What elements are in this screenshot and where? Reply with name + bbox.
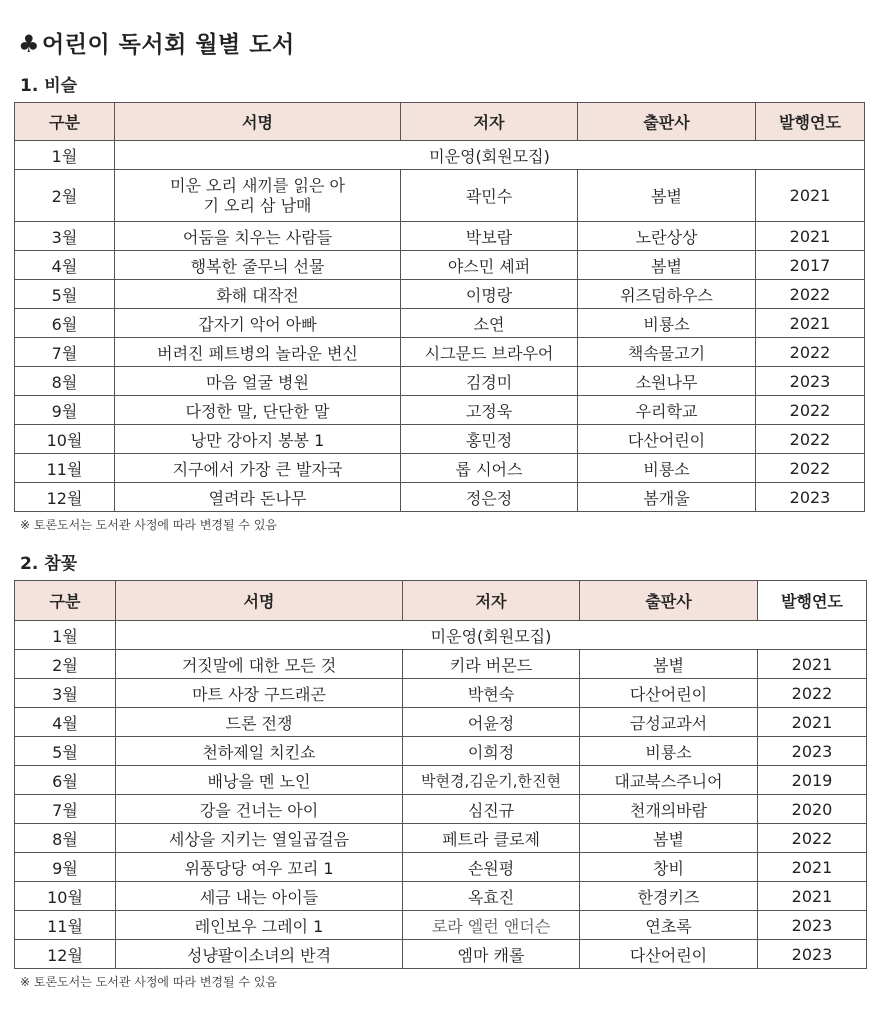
table-row (15, 222, 865, 251)
table-row (15, 911, 867, 940)
book-title-cell: 레인보우 그레이 1 (116, 911, 403, 940)
publisher-cell: 다산어린이 (580, 679, 758, 708)
table-row (15, 650, 867, 679)
book-title-cell: 드론 전쟁 (116, 708, 403, 737)
publisher-cell: 다산어린이 (578, 425, 756, 454)
header-category: 구분 (15, 581, 116, 621)
author-cell: 박현경,김운기,한진현 (403, 766, 580, 795)
book-title-cell: 성냥팔이소녀의 반격 (116, 940, 403, 969)
club-suit-icon: ♣ (18, 30, 41, 58)
month-cell: 5월 (15, 280, 115, 309)
book-title-cell: 낭만 강아지 봉봉 1 (115, 425, 401, 454)
book-title-cell: 어둠을 치우는 사람들 (115, 222, 401, 251)
book-title-cell: 열려라 돈나무 (115, 483, 401, 512)
month-cell: 8월 (15, 824, 116, 853)
book-title-cell: 위풍당당 여우 꼬리 1 (116, 853, 403, 882)
table-row (15, 737, 867, 766)
table-row (15, 309, 865, 338)
table-row (15, 679, 867, 708)
book-title-cell: 거짓말에 대한 모든 것 (116, 650, 403, 679)
table-row (15, 621, 867, 650)
month-cell: 6월 (15, 309, 115, 338)
year-cell: 2021 (758, 650, 867, 679)
year-cell: 2023 (756, 483, 865, 512)
author-cell: 야스민 셰퍼 (401, 251, 578, 280)
table-row (15, 824, 867, 853)
publisher-cell: 책속물고기 (578, 338, 756, 367)
year-cell: 2021 (758, 708, 867, 737)
publisher-cell: 비룡소 (580, 737, 758, 766)
month-cell: 7월 (15, 338, 115, 367)
book-table-2 (14, 580, 867, 969)
book-title-cell: 행복한 줄무늬 선물 (115, 251, 401, 280)
month-cell: 4월 (15, 708, 116, 737)
header-publisher: 출판사 (578, 103, 756, 141)
book-title-cell: 미운 오리 새끼를 읽은 아기 오리 삼 남매 (115, 170, 401, 222)
author-cell: 김경미 (401, 367, 578, 396)
table-header-row (15, 581, 867, 621)
publisher-cell: 노란상상 (578, 222, 756, 251)
month-cell: 10월 (15, 425, 115, 454)
section-title-1: 1. 비슬 (20, 76, 78, 96)
book-title-cell: 화해 대작전 (115, 280, 401, 309)
year-cell: 2022 (756, 425, 865, 454)
book-table-1 (14, 102, 865, 512)
merged-cell: 미운영(회원모집) (116, 621, 867, 650)
publisher-cell: 비룡소 (578, 309, 756, 338)
author-cell: 어윤정 (403, 708, 580, 737)
author-cell: 소연 (401, 309, 578, 338)
header-category: 구분 (15, 103, 115, 141)
table-row (15, 170, 865, 222)
author-cell: 이희정 (403, 737, 580, 766)
author-cell: 엠마 캐롤 (403, 940, 580, 969)
merged-cell: 미운영(회원모집) (115, 141, 865, 170)
header-year: 발행연도 (756, 103, 865, 141)
year-cell: 2020 (758, 795, 867, 824)
publisher-cell: 창비 (580, 853, 758, 882)
publisher-cell: 연초록 (580, 911, 758, 940)
book-title-cell: 마음 얼굴 병원 (115, 367, 401, 396)
table-row (15, 708, 867, 737)
year-cell: 2022 (756, 396, 865, 425)
publisher-cell: 봄볕 (578, 251, 756, 280)
table-row (15, 454, 865, 483)
month-cell: 11월 (15, 454, 115, 483)
publisher-cell: 봄볕 (580, 824, 758, 853)
author-cell: 로라 엘런 앤더슨 (403, 911, 580, 940)
book-title-cell: 세상을 지키는 열일곱걸음 (116, 824, 403, 853)
table-row (15, 141, 865, 170)
publisher-cell: 봄볕 (580, 650, 758, 679)
author-cell: 곽민수 (401, 170, 578, 222)
year-cell: 2021 (758, 853, 867, 882)
book-title-cell: 천하제일 치킨쇼 (116, 737, 403, 766)
header-book-title: 서명 (116, 581, 403, 621)
year-cell: 2023 (758, 911, 867, 940)
publisher-cell: 대교북스주니어 (580, 766, 758, 795)
year-cell: 2022 (756, 454, 865, 483)
month-cell: 7월 (15, 795, 116, 824)
author-cell: 박보람 (401, 222, 578, 251)
author-cell: 옥효진 (403, 882, 580, 911)
table-row (15, 367, 865, 396)
year-cell: 2021 (756, 309, 865, 338)
author-cell: 정은정 (401, 483, 578, 512)
year-cell: 2021 (756, 222, 865, 251)
author-cell: 시그문드 브라우어 (401, 338, 578, 367)
year-cell: 2021 (758, 882, 867, 911)
book-title-cell: 버려진 페트병의 놀라운 변신 (115, 338, 401, 367)
publisher-cell: 우리학교 (578, 396, 756, 425)
book-title-cell: 다정한 말, 단단한 말 (115, 396, 401, 425)
author-cell: 이명랑 (401, 280, 578, 309)
month-cell: 10월 (15, 882, 116, 911)
table-row (15, 853, 867, 882)
publisher-cell: 천개의바람 (580, 795, 758, 824)
author-cell: 고정욱 (401, 396, 578, 425)
book-title-cell: 배낭을 멘 노인 (116, 766, 403, 795)
table-row (15, 425, 865, 454)
year-cell: 2023 (758, 940, 867, 969)
year-cell: 2022 (756, 280, 865, 309)
year-cell: 2023 (758, 737, 867, 766)
table-row (15, 483, 865, 512)
publisher-cell: 봄개울 (578, 483, 756, 512)
header-author: 저자 (401, 103, 578, 141)
year-cell: 2022 (758, 679, 867, 708)
page-title (18, 26, 295, 62)
table-note-1: ※ 토론도서는 도서관 사정에 따라 변경될 수 있음 (20, 518, 278, 532)
publisher-cell: 위즈덤하우스 (578, 280, 756, 309)
year-cell: 2017 (756, 251, 865, 280)
author-cell: 키라 버몬드 (403, 650, 580, 679)
month-cell: 8월 (15, 367, 115, 396)
publisher-cell: 금성교과서 (580, 708, 758, 737)
header-author: 저자 (403, 581, 580, 621)
table-header-row (15, 103, 865, 141)
month-cell: 9월 (15, 853, 116, 882)
month-cell: 6월 (15, 766, 116, 795)
table-row (15, 280, 865, 309)
table-row (15, 396, 865, 425)
year-cell: 2023 (756, 367, 865, 396)
month-cell: 3월 (15, 222, 115, 251)
publisher-cell: 소원나무 (578, 367, 756, 396)
month-cell: 12월 (15, 940, 116, 969)
publisher-cell: 비룡소 (578, 454, 756, 483)
author-cell: 롭 시어스 (401, 454, 578, 483)
book-title-cell: 지구에서 가장 큰 발자국 (115, 454, 401, 483)
author-cell: 손원평 (403, 853, 580, 882)
month-cell: 9월 (15, 396, 115, 425)
year-cell: 2022 (758, 824, 867, 853)
publisher-cell: 다산어린이 (580, 940, 758, 969)
book-title-cell: 세금 내는 아이들 (116, 882, 403, 911)
header-year: 발행연도 (758, 581, 867, 621)
page-title-text: 어린이 독서회 월별 도서 (42, 32, 295, 58)
book-title-cell: 갑자기 악어 아빠 (115, 309, 401, 338)
table-row (15, 795, 867, 824)
month-cell: 5월 (15, 737, 116, 766)
section-title-2: 2. 참꽃 (20, 554, 78, 574)
month-cell: 12월 (15, 483, 115, 512)
book-title-cell: 마트 사장 구드래곤 (116, 679, 403, 708)
month-cell: 4월 (15, 251, 115, 280)
table-row (15, 766, 867, 795)
author-cell: 박현숙 (403, 679, 580, 708)
header-book-title: 서명 (115, 103, 401, 141)
table-note-2: ※ 토론도서는 도서관 사정에 따라 변경될 수 있음 (20, 975, 278, 989)
publisher-cell: 봄볕 (578, 170, 756, 222)
month-cell: 1월 (15, 621, 116, 650)
publisher-cell: 한경키즈 (580, 882, 758, 911)
table-row (15, 940, 867, 969)
year-cell: 2022 (756, 338, 865, 367)
header-publisher: 출판사 (580, 581, 758, 621)
table-row (15, 251, 865, 280)
author-cell: 페트라 클로제 (403, 824, 580, 853)
table-row (15, 338, 865, 367)
author-cell: 홍민정 (401, 425, 578, 454)
book-title-cell: 강을 건너는 아이 (116, 795, 403, 824)
month-cell: 3월 (15, 679, 116, 708)
table-row (15, 882, 867, 911)
month-cell: 11월 (15, 911, 116, 940)
month-cell: 1월 (15, 141, 115, 170)
author-cell: 심진규 (403, 795, 580, 824)
year-cell: 2019 (758, 766, 867, 795)
year-cell: 2021 (756, 170, 865, 222)
month-cell: 2월 (15, 650, 116, 679)
month-cell: 2월 (15, 170, 115, 222)
